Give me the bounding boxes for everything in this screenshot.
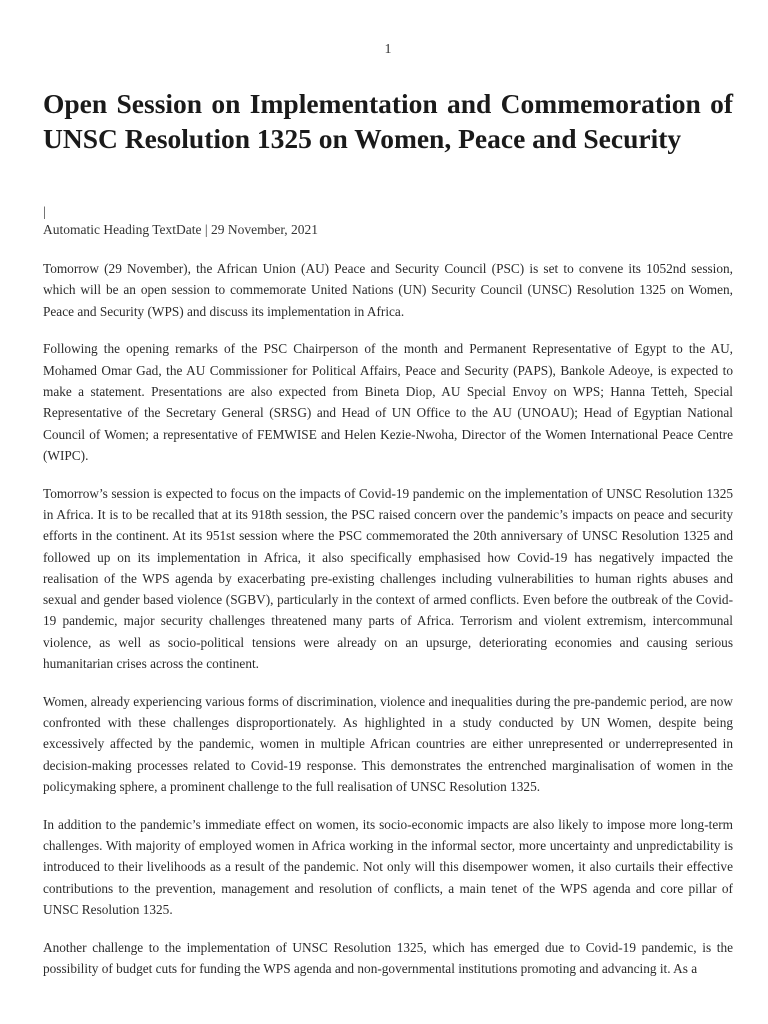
paragraph-5: In addition to the pandemic’s immediate effect on women, its socio-economic impacts are also likely to impose more long-term challenges. With majority of employed women in Africa working in the informal sector, more uncertainty and unpredictability is introduced to their livelihoods as a result of the pandemic. Not only will this disempower women, it also curtails their effective contributions to the prevention, management and resolution of conflicts, a main tenet of the WPS agenda and core pillar of UNSC Resolution 1325. bbox=[43, 816, 733, 918]
article-title: Open Session on Implementation and Commemoration of UNSC Resolution 1325 on Women, Peace and Security bbox=[43, 88, 733, 154]
paragraph-4: Women, already experiencing various forms of discrimination, violence and inequalities during the pre-pandemic period, are now confronted with these challenges disproportionately. As highlighted in a study conducted by UN Women, despite being excessively affected by the pandemic, women in multiple African countries are either unrepresented or underrepresented in decision-making processes related to Covid-19 response. This demonstrates the entrenched marginalisation of women in the policymaking sphere, a prominent challenge to the full realisation of UNSC Resolution 1325. bbox=[43, 693, 733, 795]
paragraph-6: Another challenge to the implementation of UNSC Resolution 1325, which has emerged due to Covid-19 pandemic, is the possibility of budget cuts for funding the WPS agenda and non-governmental institutions promoting and advancing it. As a bbox=[43, 939, 733, 977]
paragraph-1: Tomorrow (29 November), the African Union (AU) Peace and Security Council (PSC) is set to convene its 1052nd session, which will be an open session to commemorate United Nations (UN) Security Council (UNSC) Resolution 1325 on Women, Peace and Security (WPS) and discuss its implementation in Africa. bbox=[43, 261, 733, 319]
article-body bbox=[43, 258, 733, 996]
paragraph-3: Tomorrow’s session is expected to focus on the impacts of Covid-19 pandemic on the implementation of UNSC Resolution 1325 in Africa. It is to be recalled that at its 918th session, the PSC raised concern over the pandemic’s impacts on peace and security efforts in the continent. At its 951st session where the PSC commemorated the 20th anniversary of UNSC Resolution 1325 and followed up on its implementation in Africa, it also specifically emphasised how Covid-19 has negatively impacted the realisation of the WPS agenda by exacerbating pre-existing challenges including vulnerabilities to human rights abuses and sexual and gender based violence (SGBV), particularly in the context of armed conflicts. Even before the outbreak of the Covid-19 pandemic, major security challenges threatened many parts of Africa. Terrorism and violent extremism, intercommunal violence, as well as socio-political tensions were already on an upsurge, deteriorating economies and causing serious humanitarian crises across the continent. bbox=[43, 485, 733, 672]
heading-date: Automatic Heading TextDate | 29 November, 2021 bbox=[43, 222, 319, 237]
article-meta bbox=[43, 203, 733, 239]
page-number: 1 bbox=[384, 42, 392, 57]
meta-separator: | bbox=[43, 204, 46, 219]
paragraph-2: Following the opening remarks of the PSC Chairperson of the month and Permanent Representative of Egypt to the AU, Mohamed Omar Gad, the AU Commissioner for Political Affairs, Peace and Security (PAPS), Bankole Adeoye, is expected to make a statement. Presentations are also expected from Bineta Diop, AU Special Envoy on WPS; Hanna Tetteh, Special Representative of the Secretary General (SRSG) and Head of UN Office to the AU (UNOAU); Head of Egyptian National Council of Women; a representative of FEMWISE and Helen Kezie-Nwoha, Director of the Women International Peace Centre (WIPC). bbox=[43, 341, 733, 463]
